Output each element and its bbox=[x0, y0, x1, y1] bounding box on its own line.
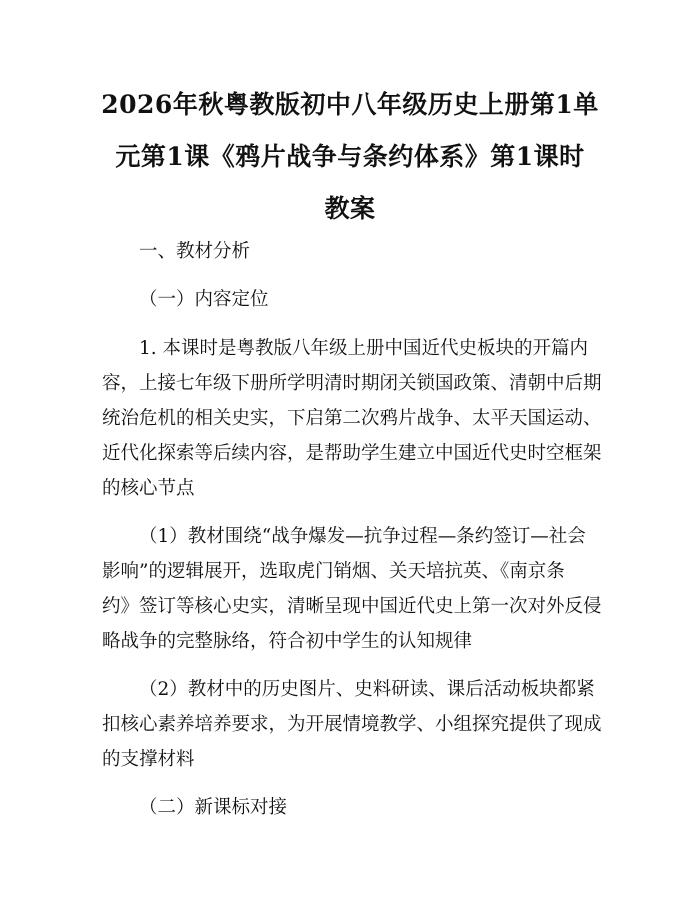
subsection-heading-content-positioning: （一）内容定位 bbox=[139, 289, 269, 310]
paragraph-line: 统治危机的相关史实，下启第二次鸦片战争、太平天国运动、 bbox=[102, 408, 602, 429]
title-line: 2026年秋粤教版初中八年级历史上册第1单 bbox=[101, 90, 599, 119]
title-line: 教案 bbox=[324, 194, 376, 223]
paragraph-line: 1. 本课时是粤教版八年级上册中国近代史板块的开篇内 bbox=[139, 338, 589, 359]
paragraph-line: 容，上接七年级下册所学明清时期闭关锁国政策、清朝中后期 bbox=[102, 373, 602, 394]
paragraph-line: 扣核心素养培养要求，为开展情境教学、小组探究提供了现成 bbox=[102, 714, 602, 735]
paragraph-line: 的核心节点 bbox=[102, 478, 195, 499]
subsection-heading-new-curriculum-standard: （二）新课标对接 bbox=[139, 797, 288, 818]
paragraph-line: 的支撑材料 bbox=[102, 749, 195, 770]
paragraph-line: （2）教材中的历史图片、史料研读、课后活动板块都紧 bbox=[139, 679, 595, 700]
title-line: 元第1课《鸦片战争与条约体系》第1课时 bbox=[115, 142, 585, 171]
paragraph-line: 略战争的完整脉络，符合初中学生的认知规律 bbox=[102, 631, 473, 652]
paragraph-line: 影响”的逻辑展开，选取虎门销烟、关天培抗英、《南京条 bbox=[102, 561, 565, 582]
paragraph-line: 约》签订等核心史实，清晰呈现中国近代史上第一次对外反侵 bbox=[102, 596, 602, 617]
section-heading-teaching-material-analysis: 一、教材分析 bbox=[139, 241, 251, 262]
document-title bbox=[70, 79, 630, 235]
paragraph-line: （1）教材围绕“战争爆发—抗争过程—条约签订—社会 bbox=[139, 526, 586, 547]
paragraph-line: 近代化探索等后续内容，是帮助学生建立中国近代史时空框架 bbox=[102, 443, 602, 464]
